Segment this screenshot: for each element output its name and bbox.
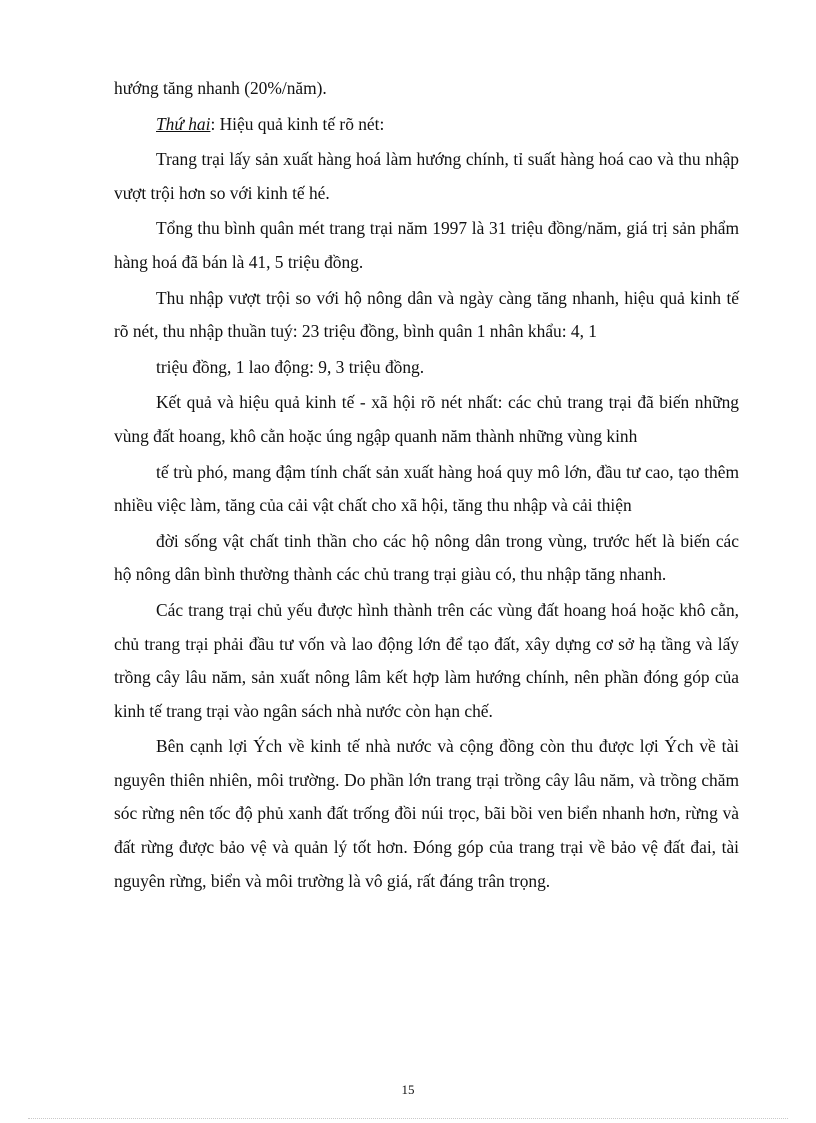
second-point-label: Thứ hai <box>156 113 211 134</box>
paragraph-continuation: hướng tăng nhanh (20%/năm). <box>114 78 327 98</box>
paragraph-commodity-production: Trang trại lấy sản xuất hàng hoá làm hướng chính, tỉ suất hàng hoá cao và thu nhập vượt trội hơn so với kinh tế hé. <box>114 149 739 203</box>
paragraph-socioeconomic-results: Kết quả và hiệu quả kinh tế - xã hội rõ nét nhất: các chủ trang trại đã biến những vùng đất hoang, khô cằn hoặc úng ngập quanh năm thành những vùng kinh <box>114 392 739 446</box>
paragraph-prosperous-economy: tế trù phó, mang đậm tính chất sản xuất hàng hoá quy mô lớn, đầu tư cao, tạo thêm nhiều việc làm, tăng của cải vật chất cho xã hội, tăng thu nhập và cải thiện <box>114 461 739 516</box>
page-number: 15 <box>401 1082 415 1097</box>
second-point-heading: Hiệu quả kinh tế rõ nét: <box>219 113 385 134</box>
paragraph-living-standards: đời sống vật chất tinh thần cho các hộ nông dân trong vùng, trước hết là biến các hộ nông dân bình thường thành các chủ trang trại giàu có, thu nhập tăng nhanh. <box>114 530 739 585</box>
paragraph-income-comparison: Thu nhập vượt trội so với hộ nông dân và ngày càng tăng nhanh, hiệu quả kinh tế rõ nét, thu nhập thuần tuý: 23 triệu đồng, bình quân 1 nhân khẩu: 4, 1 <box>114 287 739 342</box>
paragraph-average-revenue: Tổng thu bình quân mét trang trại năm 1997 là 31 triệu đồng/năm, giá trị sản phẩm hàng hoá đã bán là 41, 5 triệu đồng. <box>114 218 739 272</box>
footer-divider <box>28 1118 788 1119</box>
paragraph-second-point <box>114 108 739 142</box>
second-point-separator: : <box>210 113 220 134</box>
paragraph-income-per-worker: triệu đồng, 1 lao động: 9, 3 triệu đồng. <box>156 356 425 377</box>
paragraph-environment-benefits: Bên cạnh lợi Ých về kinh tế nhà nước và cộng đồng còn thu được lợi Ých về tài nguyên thiên nhiên, môi trường. Do phần lớn trang trại trồng cây lâu năm, và trồng chăm sóc rừng nên tốc độ phủ xanh đất trống đồi núi trọc, bãi bồi ven biển nhanh hơn, rừng và đất rừng được bảo vệ và quản lý tốt hơn. Đóng góp của trang trại về bảo vệ đất đai, tài nguyên rừng, biển và môi trường là vô giá, rất đáng trân trọng. <box>114 736 739 891</box>
paragraph-budget-contribution: Các trang trại chủ yếu được hình thành trên các vùng đất hoang hoá hoặc khô cằn, chủ trang trại phải đầu tư vốn và lao động lớn để tạo đất, xây dựng cơ sở hạ tầng và lấy trồng cây lâu năm, sản xuất nông lâm kết hợp làm hướng chính, nên phần đóng góp của kinh tế trang trại vào ngân sách nhà nước còn hạn chế. <box>114 599 739 721</box>
document-body <box>114 72 739 900</box>
